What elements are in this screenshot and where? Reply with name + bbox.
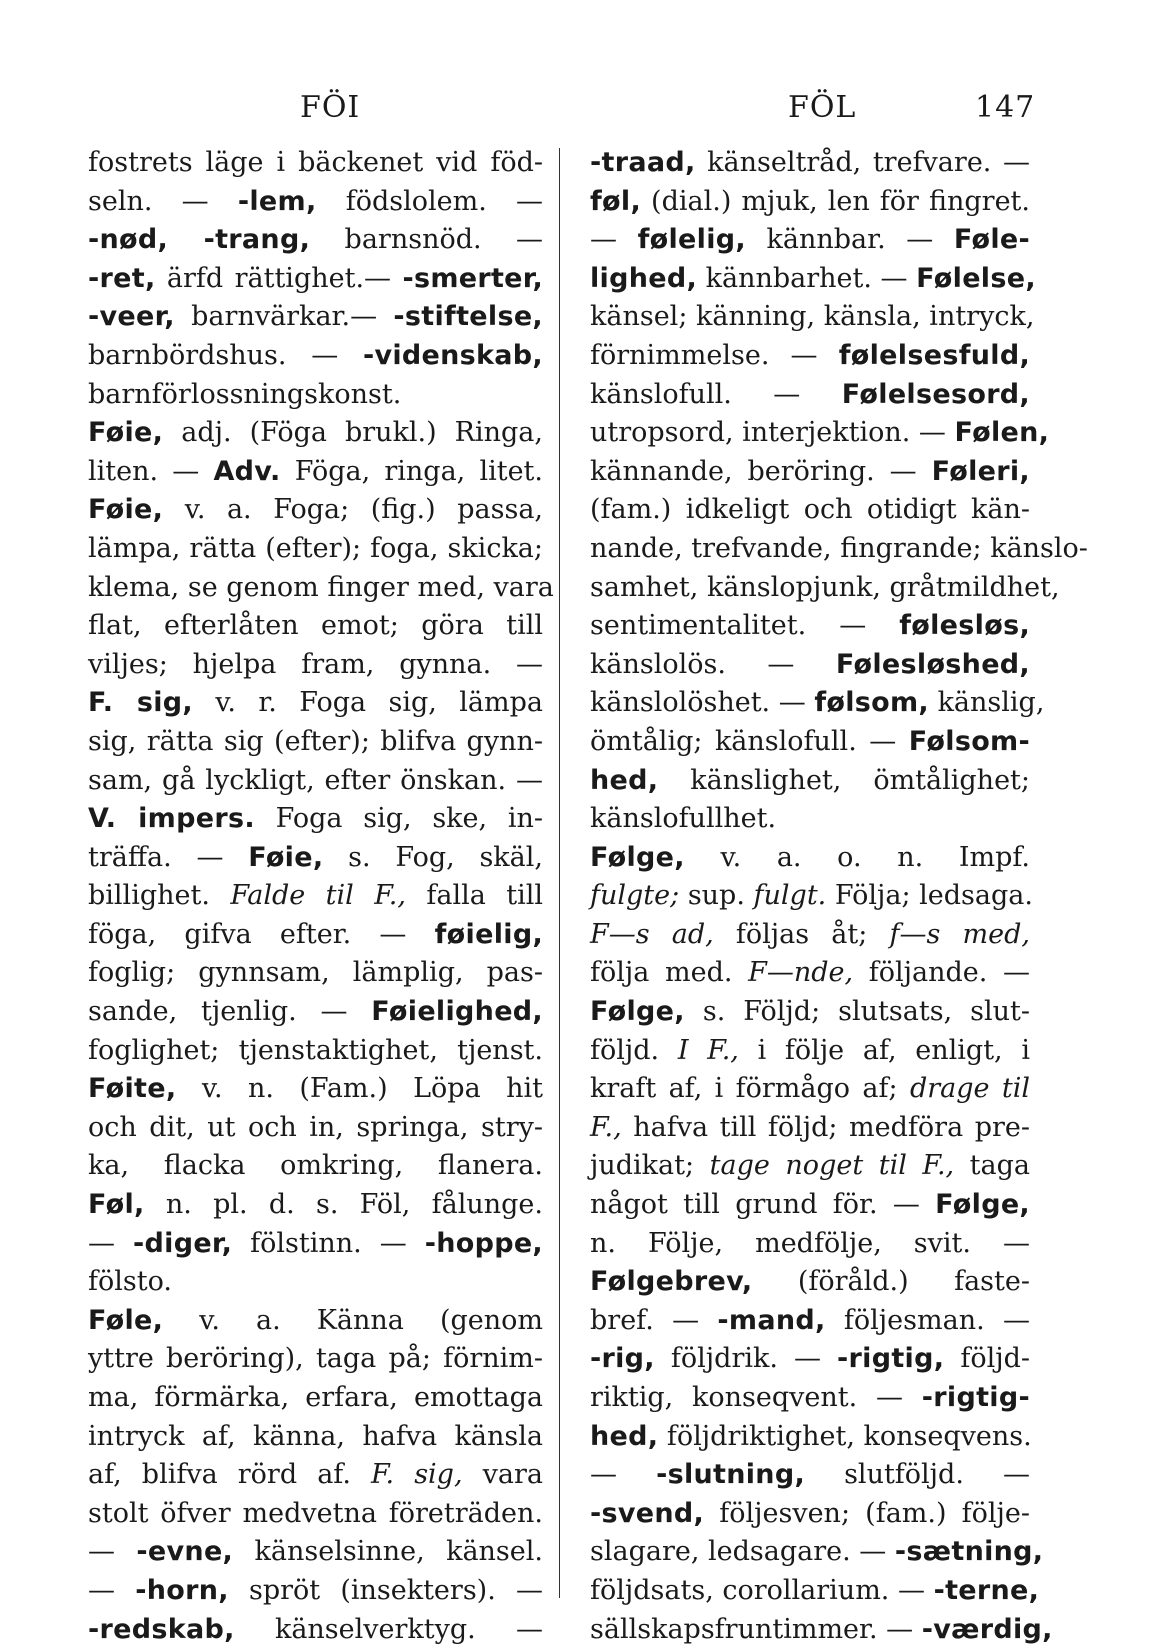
text-line [590, 376, 1030, 415]
text-line [88, 1070, 543, 1109]
definition-text: Följa; ledsaga. [826, 880, 1033, 912]
definition-text: intryck af, känna, hafva känsla [88, 1420, 543, 1452]
text-line [590, 1340, 1030, 1379]
text-line [88, 800, 543, 839]
definition-text: n. Följe, medfölje, svit. — [590, 1227, 1030, 1259]
text-line [88, 453, 543, 492]
headword: føielig, [434, 918, 543, 950]
definition-text: (fam.) idkeligt och otidigt kän- [590, 494, 1030, 526]
definition-text: flat, efterlåten emot; göra till [88, 610, 543, 642]
column-divider [559, 148, 560, 1598]
definition-text: känsel; känning, känsla, intryck, [590, 301, 1035, 333]
text-line [590, 1147, 1030, 1186]
definition-text: kännande, beröring. — [590, 455, 932, 487]
text-line [88, 916, 543, 955]
definition-text: ka, flacka omkring, flanera. [88, 1150, 543, 1182]
headword: -redskab, [88, 1613, 235, 1645]
text-line [590, 1225, 1030, 1264]
text-line [590, 993, 1030, 1032]
definition-text: foglighet; tjenstaktighet, tjenst. [88, 1034, 543, 1066]
definition-text: föga, gifva efter. — [88, 918, 435, 950]
text-line [88, 762, 543, 801]
text-line [590, 1572, 1040, 1611]
definition-text: sällskapsfruntimmer. — [590, 1613, 922, 1645]
text-line [590, 1032, 1030, 1071]
definition-text: v. a. o. n. Impf. [684, 841, 1030, 873]
italic-phrase: F—nde, [748, 957, 854, 989]
italic-phrase: f—s med, [889, 918, 1030, 950]
headword: -hoppe, [424, 1227, 543, 1259]
headword: Adv. [213, 455, 281, 487]
headword: Føleri, [931, 455, 1030, 487]
definition-text: riktig, konseqvent. — [590, 1382, 922, 1413]
text-line [590, 607, 1030, 646]
definition-text: följande. — [853, 957, 1030, 989]
definition-text: och dit, ut och in, springa, stry- [88, 1111, 543, 1143]
text-line [88, 530, 543, 569]
definition-text: samhet, känslopjunk, gråtmildhet, [590, 571, 1060, 603]
definition-text: barnförlossningskonst. [88, 378, 402, 410]
headword: Føl, [88, 1189, 145, 1221]
definition-text: liten. — [88, 455, 214, 487]
headword: Følge, [590, 841, 685, 873]
text-line [590, 453, 1030, 492]
headword: Følsom- [908, 725, 1030, 757]
headword: -svend, [590, 1497, 705, 1529]
text-line [590, 1186, 1030, 1225]
right-guide-word: FÖL [788, 90, 857, 125]
headword: Følelse, [916, 262, 1036, 294]
definition-text: — [88, 1536, 137, 1568]
definition-text: följas åt; [713, 918, 890, 950]
text-line [590, 260, 1036, 299]
text-line [88, 1225, 543, 1264]
definition-text: — [88, 1227, 133, 1259]
text-line [88, 376, 543, 415]
headword: -videnskab, [362, 339, 543, 371]
headword: følesløs, [899, 610, 1030, 642]
definition-text: följesven; (fam.) följe- [704, 1497, 1030, 1529]
headword: Føielighed, [371, 996, 543, 1028]
headword: føl, [590, 185, 642, 217]
definition-text: (dial.) mjuk, len för fingret. [641, 185, 1030, 217]
right-column [590, 144, 1088, 1649]
text-line [88, 607, 543, 646]
text-line [88, 1147, 543, 1186]
text-line [590, 569, 1060, 608]
definition-text: lämpa, rätta (efter); foga, skicka; [88, 532, 543, 564]
text-line [88, 221, 543, 260]
text-line [88, 1186, 543, 1225]
definition-text: i följe af, enligt, i [738, 1034, 1030, 1066]
headword: -veer, [88, 301, 175, 333]
definition-text: ärfd rättighet.— [155, 262, 403, 294]
definition-text: hafva till följd; medföra pre- [621, 1111, 1030, 1143]
headword: F. sig, [88, 687, 193, 719]
headword: Følen, [954, 417, 1050, 449]
text-line [88, 1495, 543, 1534]
definition-text: v. a. Foga; (fig.) passa, [163, 494, 543, 526]
headword: -nød, -trang, [88, 224, 311, 256]
definition-text: Foga sig, ske, in- [254, 803, 543, 835]
definition-text: kännbarhet. — [697, 262, 917, 294]
headword: Føle, [88, 1304, 164, 1336]
headword: hed, [590, 1420, 659, 1452]
italic-phrase: fulgte; [590, 880, 680, 912]
text-line [590, 221, 1030, 260]
italic-phrase: Falde til F., [230, 880, 406, 912]
definition-text: adj. (Föga brukl.) Ringa, [163, 417, 543, 449]
text-line [88, 260, 543, 299]
italic-phrase: F. sig, [371, 1459, 463, 1491]
definition-text: känselsinne, känsel. [233, 1536, 543, 1568]
text-line [88, 1611, 543, 1649]
text-line [88, 993, 543, 1032]
headword: -evne, [136, 1536, 234, 1568]
text-line [590, 1611, 1053, 1649]
text-line [88, 723, 543, 762]
definition-text: v. n. (Fam.) Löpa hit [176, 1073, 543, 1105]
headword: Følesløshed, [835, 648, 1030, 680]
headword: -værdig, [921, 1613, 1053, 1645]
text-line [590, 530, 1088, 569]
definition-text: följd. [590, 1034, 678, 1066]
headword: -smerter, [402, 262, 543, 294]
definition-text: stolt öfver medvetna företräden. [88, 1497, 543, 1529]
text-line [88, 1032, 543, 1071]
text-line [590, 337, 1030, 376]
definition-text: taga [954, 1150, 1030, 1182]
definition-text: känseltråd, trefvare. — [695, 147, 1030, 178]
text-line [590, 839, 1030, 878]
text-line [88, 1418, 543, 1457]
definition-text: n. pl. d. s. Föl, fålunge. [144, 1189, 543, 1221]
definition-text: (föråld.) faste- [752, 1266, 1030, 1298]
text-line [590, 183, 1030, 222]
definition-text: af, blifva rörd af. [88, 1459, 371, 1491]
text-line [88, 414, 543, 453]
italic-phrase: fulgt. [753, 880, 827, 912]
headword: følelsesfuld, [838, 339, 1030, 371]
text-line [590, 1263, 1030, 1302]
text-line [88, 569, 554, 608]
definition-text: ma, förmärka, erfara, emottaga [88, 1382, 543, 1413]
definition-text: — [590, 224, 638, 256]
definition-text: födslolem. — [316, 185, 543, 217]
definition-text: s. Följd; slutsats, slut- [684, 996, 1030, 1028]
definition-text: barnvärkar.— [174, 301, 394, 333]
text-line [590, 646, 1030, 685]
headword: følsom, [814, 687, 929, 719]
definition-text: känslig, [928, 687, 1045, 719]
text-line [590, 1533, 1044, 1572]
definition-text: judikat; [590, 1150, 710, 1182]
definition-text: ömtålig; känslofull. — [590, 725, 909, 757]
text-line [590, 684, 1045, 723]
text-line [590, 144, 1030, 183]
text-line [88, 1340, 543, 1379]
headword: hed, [590, 764, 659, 796]
text-line [88, 877, 543, 916]
text-line [88, 646, 543, 685]
left-guide-word: FÖI [300, 90, 361, 125]
definition-text: billighet. [88, 880, 231, 912]
text-line [590, 491, 1030, 530]
text-line [88, 1109, 543, 1148]
headword: -slutning, [656, 1459, 806, 1491]
definition-text: följa med. [590, 957, 749, 989]
headword: Følelsesord, [841, 378, 1030, 410]
definition-text: — [590, 1459, 657, 1491]
definition-text: barnsnöd. — [310, 224, 543, 256]
definition-text: känslolös. — [590, 648, 836, 680]
definition-text: seln. — [88, 185, 238, 217]
text-line [590, 1379, 1030, 1418]
text-line [590, 800, 1030, 839]
text-line [590, 414, 1050, 453]
headword: -diger, [133, 1227, 233, 1259]
headword: V. impers. [88, 803, 255, 835]
definition-text: yttre beröring), taga på; förnim- [88, 1343, 543, 1375]
definition-text: kännbar. — [745, 224, 954, 256]
text-line [88, 1379, 543, 1418]
headword: -ret, [88, 262, 156, 294]
definition-text: sam, gå lyckligt, efter önskan. — [88, 764, 543, 796]
definition-text: barnbördshus. — [88, 339, 363, 371]
headword: Følgebrev, [590, 1266, 753, 1298]
definition-text: slagare, ledsagare. — [590, 1536, 895, 1568]
headword: -stiftelse, [393, 301, 543, 333]
text-line [590, 1302, 1030, 1341]
headword: -mand, [717, 1304, 826, 1336]
headword: -sætning, [894, 1536, 1044, 1568]
definition-text: följesman. — [825, 1304, 1030, 1336]
text-line [590, 1109, 1030, 1148]
definition-text: spröt (insekters). — [228, 1574, 543, 1606]
text-line [590, 298, 1035, 337]
definition-text: sande, tjenlig. — [88, 996, 372, 1028]
headword: -horn, [135, 1574, 229, 1606]
text-line [88, 684, 543, 723]
headword: Følge, [935, 1189, 1030, 1221]
page-header [0, 90, 1152, 130]
text-line [590, 1070, 1030, 1109]
text-line [88, 183, 543, 222]
headword: lighed, [590, 262, 698, 294]
definition-text: känslolöshet. — [590, 687, 815, 719]
headword: -traad, [590, 147, 696, 178]
definition-text: v. a. Känna (genom [163, 1304, 543, 1336]
definition-text: klema, se genom finger med, vara [88, 571, 554, 603]
definition-text: sentimentalitet. — [590, 610, 900, 642]
definition-text: träffa. — [88, 841, 249, 873]
definition-text: sup. [679, 880, 754, 912]
definition-text: följd- [944, 1343, 1030, 1375]
text-line [590, 1418, 1030, 1457]
text-line [590, 877, 1033, 916]
text-line [88, 1456, 543, 1495]
definition-text: v. r. Foga sig, lämpa [192, 687, 543, 719]
text-line [88, 839, 543, 878]
definition-text: Föga, ringa, litet. [280, 455, 543, 487]
definition-text: följdrik. — [654, 1343, 838, 1375]
headword: Følge, [590, 996, 685, 1028]
headword: Føie, [88, 494, 164, 526]
text-line [590, 762, 1030, 801]
definition-text: fostrets läge i bäckenet vid föd- [88, 147, 543, 178]
definition-text: sig, rätta sig (efter); blifva gynn- [88, 725, 543, 757]
text-line [88, 1263, 543, 1302]
definition-text: nande, trefvande, fingrande; känslo- [590, 532, 1088, 564]
definition-text: kraft af, i förmågo af; [590, 1073, 910, 1105]
definition-text: känslighet, ömtålighet; [658, 764, 1030, 796]
definition-text: följdriktighet, konseqvens. [658, 1420, 1032, 1452]
italic-phrase: F—s ad, [590, 918, 714, 950]
definition-text: slutföljd. — [805, 1459, 1030, 1491]
definition-text: bref. — [590, 1304, 718, 1336]
definition-text: falla till [405, 880, 543, 912]
text-line [88, 1302, 543, 1341]
definition-text: foglig; gynnsam, lämplig, pas- [88, 957, 543, 989]
headword: Føie, [248, 841, 324, 873]
definition-text: känselverktyg. — [234, 1613, 543, 1645]
headword: -rigtig- [921, 1382, 1030, 1413]
text-line [88, 1572, 543, 1611]
definition-text: fölstinn. — [232, 1227, 425, 1259]
text-line [590, 723, 1030, 762]
page-number: 147 [975, 90, 1036, 125]
text-line [590, 1456, 1030, 1495]
text-line [88, 298, 543, 337]
definition-text: viljes; hjelpa fram, gynna. — [88, 648, 543, 680]
definition-text: fölsto. [88, 1266, 172, 1298]
text-line [590, 1495, 1030, 1534]
headword: -lem, [237, 185, 317, 217]
headword: -rigtig, [837, 1343, 945, 1375]
definition-text: följdsats, corollarium. — [590, 1574, 934, 1606]
italic-phrase: tage noget til F., [709, 1150, 955, 1182]
headword: -terne, [933, 1574, 1040, 1606]
headword: Føle- [953, 224, 1031, 256]
headword: Føie, [88, 417, 164, 449]
definition-text: känslofull. — [590, 378, 842, 410]
definition-text: vara [462, 1459, 543, 1491]
definition-text: — [88, 1574, 136, 1606]
text-line [88, 1533, 543, 1572]
definition-text: s. Fog, skäl, [323, 841, 543, 873]
italic-phrase: drage til [909, 1073, 1030, 1105]
italic-phrase: I F., [677, 1034, 739, 1066]
text-line [88, 337, 543, 376]
text-line [88, 144, 543, 183]
definition-text: något till grund för. — [590, 1189, 936, 1221]
headword: Føite, [88, 1073, 177, 1105]
definition-text: känslofullhet. [590, 803, 777, 835]
definition-text: utropsord, interjektion. — [590, 417, 955, 449]
left-column [88, 144, 554, 1649]
italic-phrase: F., [590, 1111, 622, 1143]
headword: følelig, [637, 224, 746, 256]
headword: -rig, [590, 1343, 655, 1375]
text-line [590, 954, 1030, 993]
text-line [590, 916, 1030, 955]
text-line [88, 491, 543, 530]
definition-text: förnimmelse. — [590, 339, 839, 371]
text-line [88, 954, 543, 993]
